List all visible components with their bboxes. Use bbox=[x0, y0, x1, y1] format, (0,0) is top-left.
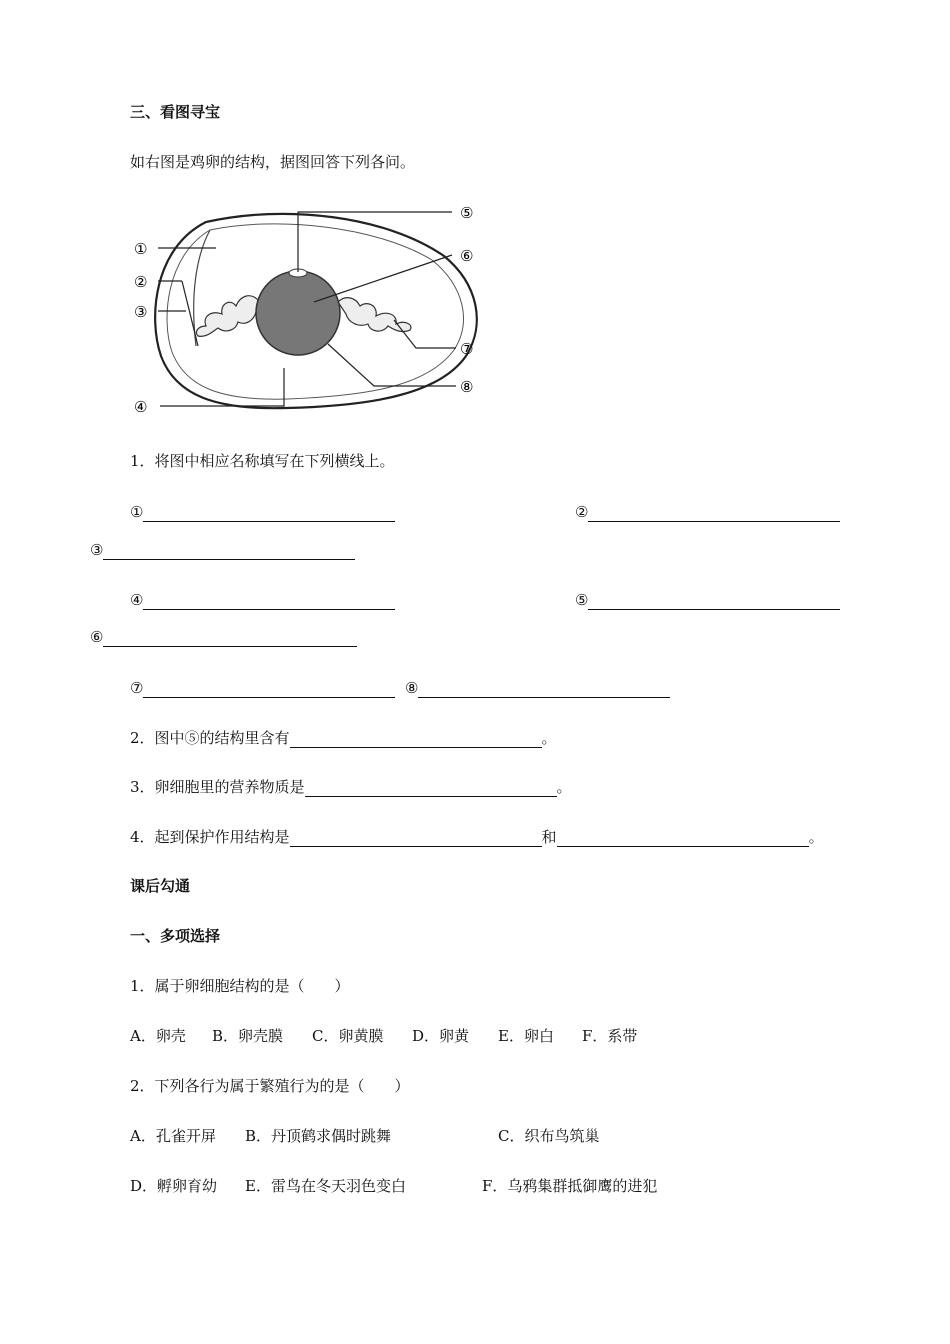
figure-label-7: ⑦ bbox=[460, 340, 474, 358]
mc1-option-f[interactable]: F．系带 bbox=[582, 1027, 638, 1045]
mc1-option-e[interactable]: E．卵白 bbox=[498, 1027, 554, 1045]
mc1-option-c[interactable]: C．卵黄膜 bbox=[312, 1027, 384, 1045]
blank-6[interactable] bbox=[103, 630, 357, 647]
blank-5[interactable] bbox=[588, 593, 840, 610]
q2-blank[interactable] bbox=[290, 731, 542, 748]
q3-text: 3．卵细胞里的营养物质是 bbox=[130, 778, 305, 796]
marker-7: ⑦ bbox=[130, 679, 144, 697]
mc1-option-d[interactable]: D．卵黄 bbox=[412, 1027, 470, 1045]
mc2-option-a[interactable]: A．孔雀开屏 bbox=[130, 1127, 216, 1145]
mc2-question: 2．下列各行为属于繁殖行为的是（ ） bbox=[130, 1077, 410, 1095]
mc2-option-c[interactable]: C．织布鸟筑巢 bbox=[498, 1127, 600, 1145]
marker-4: ④ bbox=[130, 591, 144, 609]
mc2-option-f[interactable]: F．乌鸦集群抵御鹰的进犯 bbox=[482, 1177, 658, 1195]
mc1-options bbox=[130, 1026, 637, 1046]
q4-line bbox=[130, 827, 824, 847]
q3-line bbox=[130, 777, 572, 797]
section-heading-3: 三、看图寻宝 bbox=[130, 103, 221, 121]
q1-text: 1．将图中相应名称填写在下列横线上。 bbox=[130, 452, 395, 470]
answer-row-5 bbox=[575, 590, 840, 610]
chalaza-left bbox=[196, 296, 258, 337]
figure-label-4: ④ bbox=[134, 398, 148, 416]
answer-row-3 bbox=[90, 540, 355, 560]
q3-end: 。 bbox=[556, 778, 572, 796]
figure-label-1: ① bbox=[134, 240, 148, 258]
marker-5: ⑤ bbox=[575, 591, 589, 609]
q2-text: 2．图中⑤的结构里含有 bbox=[130, 729, 290, 747]
marker-6: ⑥ bbox=[90, 628, 104, 646]
mc2-option-b[interactable]: B．丹顶鹤求偶时跳舞 bbox=[245, 1127, 392, 1145]
q3-blank[interactable] bbox=[305, 780, 557, 797]
figure-label-8: ⑧ bbox=[460, 378, 474, 396]
mc1-question: 1．属于卵细胞结构的是（ ） bbox=[130, 977, 350, 995]
answer-row-7 bbox=[130, 678, 395, 698]
q4-text: 4．起到保护作用结构是 bbox=[130, 828, 290, 846]
figure-label-5: ⑤ bbox=[460, 204, 474, 222]
marker-1: ① bbox=[130, 503, 144, 521]
blank-7[interactable] bbox=[143, 681, 395, 698]
figure-label-2: ② bbox=[134, 273, 148, 291]
answer-row-6 bbox=[90, 627, 357, 647]
marker-8: ⑧ bbox=[405, 679, 419, 697]
answer-row-1 bbox=[130, 502, 395, 522]
section-heading-multiple-choice: 一、多项选择 bbox=[130, 927, 221, 945]
marker-2: ② bbox=[575, 503, 589, 521]
q4-mid: 和 bbox=[541, 828, 557, 846]
blank-3[interactable] bbox=[103, 543, 355, 560]
q2-line bbox=[130, 728, 557, 748]
q4-blank-1[interactable] bbox=[290, 830, 542, 847]
q4-blank-2[interactable] bbox=[557, 830, 809, 847]
egg-structure-diagram bbox=[126, 196, 496, 422]
marker-3: ③ bbox=[90, 541, 104, 559]
mc2-option-d[interactable]: D．孵卵育幼 bbox=[130, 1177, 218, 1195]
answer-row-2 bbox=[575, 502, 840, 522]
answer-row-4 bbox=[130, 590, 395, 610]
mc1-option-a[interactable]: A．卵壳 bbox=[130, 1027, 186, 1045]
q2-end: 。 bbox=[541, 729, 557, 747]
figure-label-6: ⑥ bbox=[460, 247, 474, 265]
q4-end: 。 bbox=[808, 828, 824, 846]
mc1-option-b[interactable]: B．卵壳膜 bbox=[212, 1027, 284, 1045]
mc2-option-e[interactable]: E．雷鸟在冬天羽色变白 bbox=[245, 1177, 406, 1195]
blank-4[interactable] bbox=[143, 593, 395, 610]
figure-label-3: ③ bbox=[134, 303, 148, 321]
answer-row-8 bbox=[405, 678, 670, 698]
blank-8[interactable] bbox=[418, 681, 670, 698]
yolk bbox=[256, 271, 340, 355]
intro-text: 如右图是鸡卵的结构，据图回答下列各问。 bbox=[130, 153, 416, 171]
section-heading-after-class: 课后勾通 bbox=[130, 877, 191, 895]
blank-2[interactable] bbox=[588, 505, 840, 522]
blank-1[interactable] bbox=[143, 505, 395, 522]
chalaza-right bbox=[338, 298, 411, 332]
